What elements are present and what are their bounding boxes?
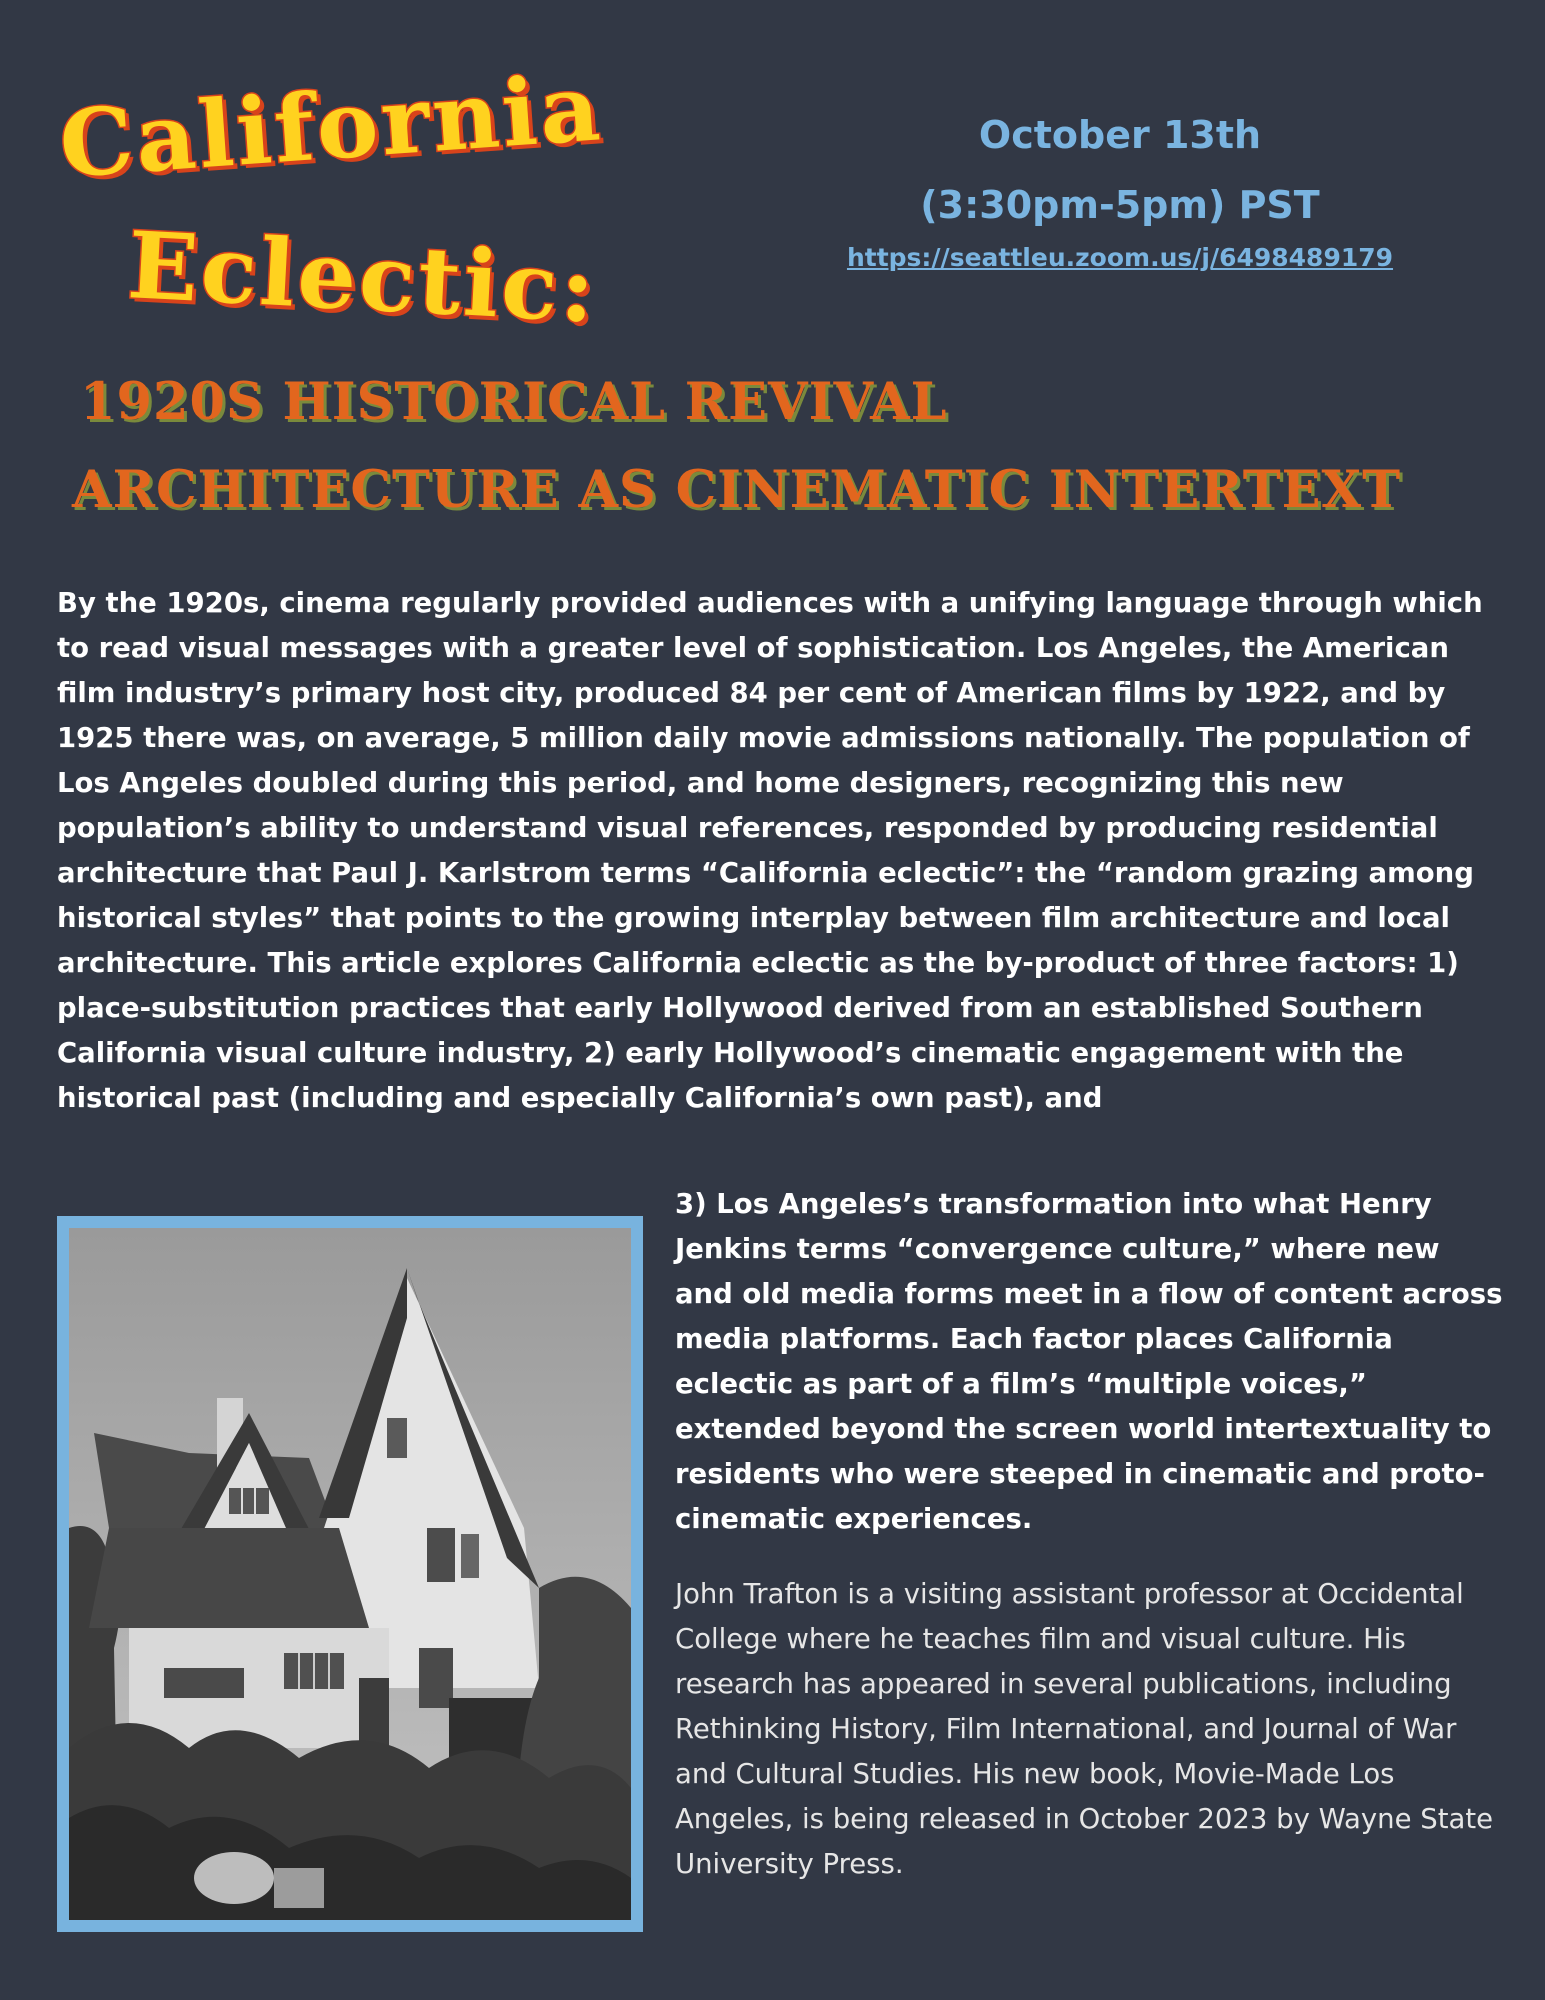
abstract-paragraph-2: 3) Los Angeles’s transformation into what Henry Jenkins terms “convergence culture,” where new and old media forms meet in a flow of content across media platforms. Each factor places California eclectic as part of a film’s “multiple voices,” extended beyond the screen world intertextuality to residents who were steeped in cinematic and proto-cinematic experiences. — [675, 1188, 1503, 1535]
zoom-link[interactable]: https://seattleu.zoom.us/j/6498489179 — [846, 243, 1394, 272]
title-line-1: California — [56, 53, 607, 199]
event-date: October 13th — [978, 113, 1262, 157]
title-line-2: Eclectic: — [125, 211, 601, 344]
storybook-house-photo — [69, 1228, 631, 1920]
event-time: (3:30pm-5pm) PST — [920, 183, 1320, 227]
subtitle-line-2: ARCHITECTURE AS CINEMATIC INTERTEXT — [72, 460, 1402, 520]
abstract-paragraph-1: By the 1920s, cinema regularly provided audiences with a unifying language through which to read visual messages with a greater level of sophistication. Los Angeles, the American film industry’s primary host city, produced 84 per cent of American films by 1922, and by 1925 there was, on average, 5 million daily movie admissions nationally. The population of Los Angeles doubled during this period, and home designers, recognizing this new population’s ability to understand visual references, responded by producing residential architecture that Paul J. Karlstrom terms “California eclectic”: the “random grazing among historical styles” that points to the growing interplay between film architecture and local architecture. This article explores California eclectic as the by-product of three factors: 1) place-substitution practices that early Hollywood derived from an established Southern California visual culture industry, 2) early Hollywood’s cinematic engagement with the historical past (including and especially California’s own past), and — [57, 587, 1483, 1114]
speaker-bio: John Trafton is a visiting assistant professor at Occidental College where he teaches film and visual culture. His research has appeared in several publications, including Rethinking History, Film International, and Journal of War and Cultural Studies. His new book, Movie-Made Los Angeles, is being released in October 2023 by Wayne State University Press. — [675, 1578, 1494, 1880]
photo-frame — [57, 1216, 643, 1932]
subtitle-line-1: 1920S HISTORICAL REVIVAL — [80, 372, 948, 432]
